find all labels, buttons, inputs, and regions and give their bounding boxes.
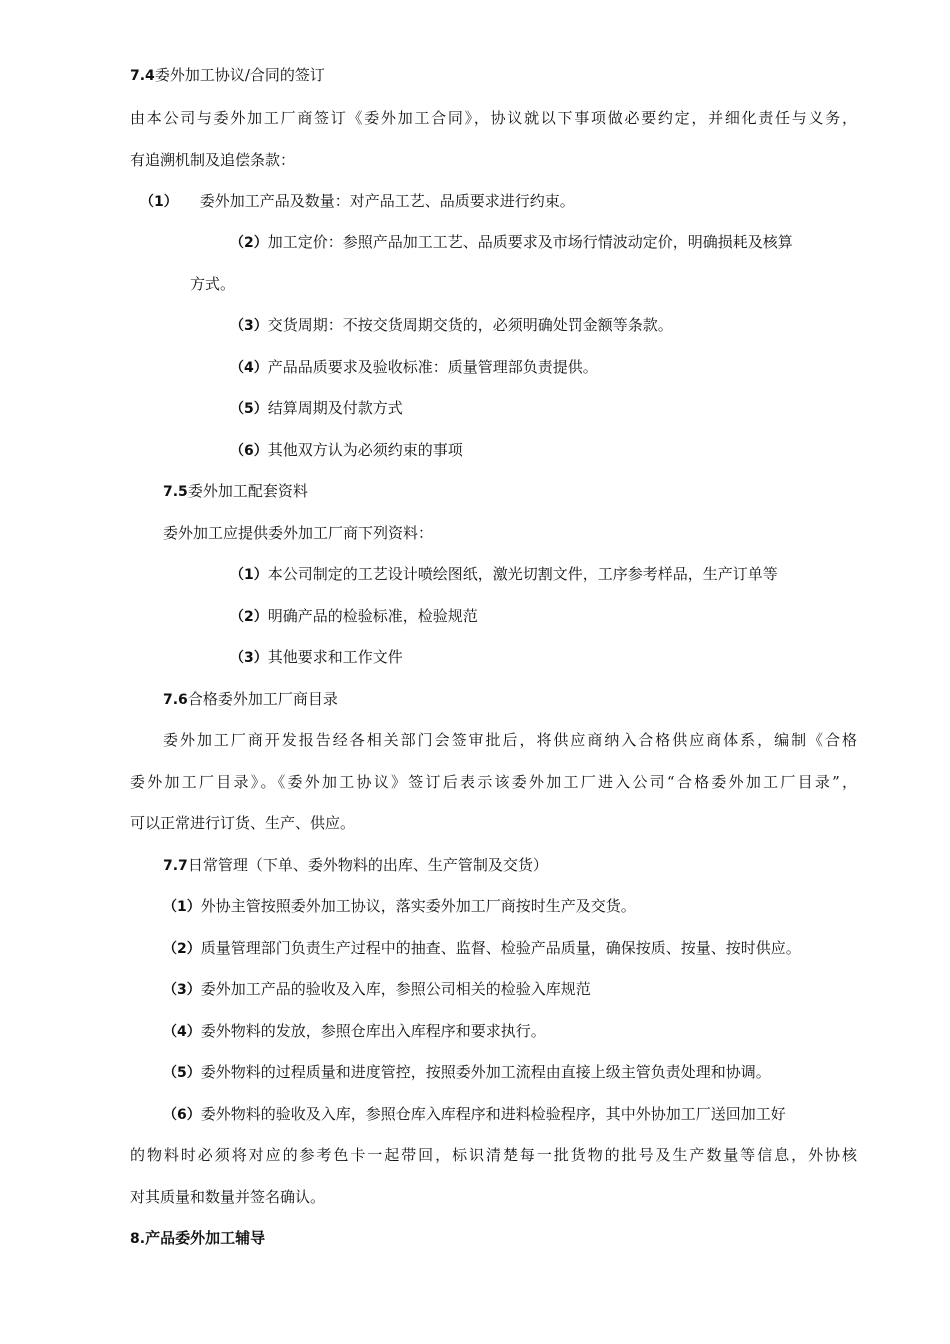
item-number: （1） xyxy=(140,194,178,210)
item-number: （3） xyxy=(230,650,268,666)
list-item xyxy=(163,896,636,917)
section-number: 7.6 xyxy=(163,692,188,708)
item-number: （2） xyxy=(230,235,268,251)
paragraph-line: 委外加工应提供委外加工厂商下列资料： xyxy=(163,524,434,542)
section-title: 日常管理（下单、委外物料的出库、生产管制及交货） xyxy=(187,856,548,874)
item-number: （3） xyxy=(163,982,201,998)
paragraph-line: 有追溯机制及追偿条款： xyxy=(130,151,296,169)
item-text: 其他要求和工作文件 xyxy=(267,648,403,666)
list-item xyxy=(230,232,793,253)
list-item xyxy=(140,191,575,212)
item-number: （3） xyxy=(230,318,268,334)
item-number: （5） xyxy=(230,401,268,417)
item-text: 本公司制定的工艺设计喷绘图纸，激光切割文件，工序参考样品，生产订单等 xyxy=(267,565,778,583)
section-title: 产品委外加工辅导 xyxy=(145,1229,266,1247)
item-text: 加工定价：参照产品加工工艺、品质要求及市场行情波动定价，明确损耗及核算 xyxy=(267,233,793,251)
list-item-continuation: 的物料时必须将对应的参考色卡一起带回，标识清楚每一批货物的批号及生产数量等信息，外协核 xyxy=(130,1146,857,1164)
item-text: 质量管理部门负责生产过程中的抽查、监督、检验产品质量，确保按质、按量、按时供应。 xyxy=(200,939,801,957)
list-item xyxy=(230,440,463,461)
section-number: 7.7 xyxy=(163,858,188,874)
paragraph-line: 可以正常进行订货、生产、供应。 xyxy=(130,814,356,832)
list-item xyxy=(230,398,403,419)
item-number: （6） xyxy=(230,443,268,459)
paragraph-line: 由本公司与委外加工厂商签订《委外加工合同》，协议就以下事项做必要约定，并细化责任与义务， xyxy=(130,109,857,127)
section-heading-7-4 xyxy=(130,65,325,86)
section-heading-7-5 xyxy=(163,481,308,502)
section-number: 8. xyxy=(130,1231,146,1247)
paragraph-line: 委外加工厂商开发报告经各相关部门会签审批后，将供应商纳入合格供应商体系，编制《合格 xyxy=(163,731,857,749)
item-text: 交货周期：不按交货周期交货的，必须明确处罚金额等条款。 xyxy=(267,316,673,334)
section-title: 委外加工协议/合同的签订 xyxy=(154,66,325,84)
section-title: 委外加工配套资料 xyxy=(187,482,308,500)
list-item xyxy=(163,1062,771,1083)
list-item xyxy=(163,1104,786,1125)
section-heading-7-6 xyxy=(163,689,338,710)
section-heading-7-7 xyxy=(163,855,548,876)
list-item-continuation: 对其质量和数量并签名确认。 xyxy=(130,1188,326,1206)
item-number: （4） xyxy=(230,360,268,376)
list-item xyxy=(230,606,478,627)
item-text: 外协主管按照委外加工协议，落实委外加工厂商按时生产及交货。 xyxy=(200,897,636,915)
item-number: （1） xyxy=(163,899,201,915)
paragraph-line: 委外加工厂目录》。《委外加工协议》签订后表示该委外加工厂进入公司“合格委外加工厂目录”， xyxy=(130,773,857,791)
item-number: （4） xyxy=(163,1024,201,1040)
item-number: （6） xyxy=(163,1107,201,1123)
list-item xyxy=(230,357,598,378)
item-text: 其他双方认为必须约束的事项 xyxy=(267,441,463,459)
section-number: 7.4 xyxy=(130,68,155,84)
list-item-continuation: 方式。 xyxy=(190,275,236,293)
list-item xyxy=(230,315,673,336)
list-item xyxy=(163,979,591,1000)
item-text: 产品品质要求及验收标准：质量管理部负责提供。 xyxy=(267,358,598,376)
item-text: 委外物料的过程质量和进度管控，按照委外加工流程由直接上级主管负责处理和协调。 xyxy=(200,1063,771,1081)
item-text: 委外物料的发放，参照仓库出入库程序和要求执行。 xyxy=(200,1022,546,1040)
item-text: 委外加工产品的验收及入库，参照公司相关的检验入库规范 xyxy=(200,980,591,998)
section-heading-8 xyxy=(130,1228,265,1249)
list-item xyxy=(163,1021,546,1042)
list-item xyxy=(163,938,801,959)
item-text: 明确产品的检验标准，检验规范 xyxy=(267,607,478,625)
list-item xyxy=(230,564,778,585)
section-title: 合格委外加工厂商目录 xyxy=(187,690,338,708)
item-number: （1） xyxy=(230,567,268,583)
section-number: 7.5 xyxy=(163,484,188,500)
item-text: 结算周期及付款方式 xyxy=(267,399,403,417)
item-number: （2） xyxy=(163,941,201,957)
item-number: （5） xyxy=(163,1065,201,1081)
list-item xyxy=(230,647,403,668)
item-text: 委外加工产品及数量：对产品工艺、品质要求进行约束。 xyxy=(199,192,575,210)
item-text: 委外物料的验收及入库，参照仓库入库程序和进料检验程序，其中外协加工厂送回加工好 xyxy=(200,1105,786,1123)
item-number: （2） xyxy=(230,609,268,625)
